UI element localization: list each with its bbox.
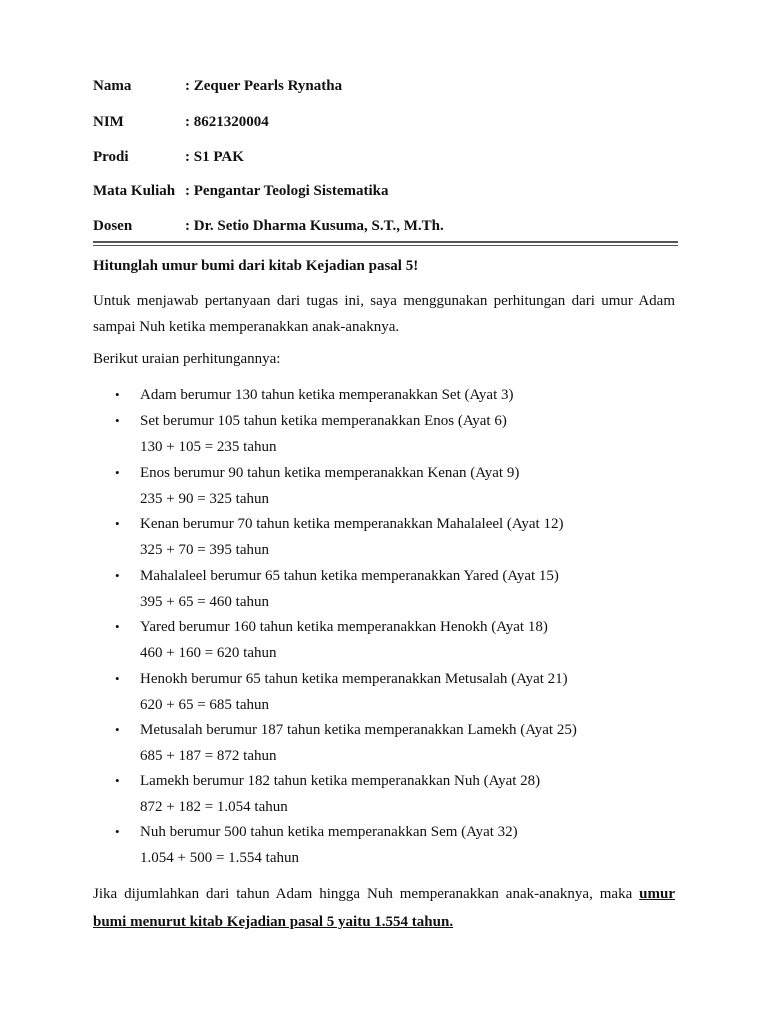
list-item-calc: 620 + 65 = 685 tahun: [140, 697, 269, 713]
info-value: : S1 PAK: [185, 149, 244, 165]
list-item-text: Yared berumur 160 tahun ketika memperanakkan Henokh (Ayat 18): [140, 619, 548, 635]
list-item-calc: 130 + 105 = 235 tahun: [140, 439, 277, 455]
bullet-icon: •: [115, 619, 120, 634]
calculation-lead: Berikut uraian perhitungannya:: [93, 351, 281, 367]
list-item-text: Mahalaleel berumur 65 tahun ketika memperanakkan Yared (Ayat 15): [140, 568, 559, 584]
bullet-icon: •: [115, 568, 120, 583]
info-value: : Pengantar Teologi Sistematika: [185, 183, 389, 199]
bullet-icon: •: [115, 516, 120, 531]
list-item-calc: 872 + 182 = 1.054 tahun: [140, 799, 288, 815]
list-item-text: Nuh berumur 500 tahun ketika memperanakkan Sem (Ayat 32): [140, 824, 518, 840]
list-item-calc: 460 + 160 = 620 tahun: [140, 645, 277, 661]
info-label: Prodi: [93, 149, 129, 165]
conclusion-paragraph: [93, 880, 675, 936]
conclusion-emphasis: umur bumi menurut kitab Kejadian pasal 5 yaitu 1.554 tahun.: [93, 886, 675, 930]
list-item-calc: 395 + 65 = 460 tahun: [140, 594, 269, 610]
list-item-calc: 235 + 90 = 325 tahun: [140, 491, 269, 507]
list-item-text: Lamekh berumur 182 tahun ketika memperanakkan Nuh (Ayat 28): [140, 773, 541, 789]
bullet-icon: •: [115, 387, 120, 402]
list-item-calc: 1.054 + 500 = 1.554 tahun: [140, 850, 299, 866]
list-item-calc: 685 + 187 = 872 tahun: [140, 748, 277, 764]
bullet-icon: •: [115, 773, 120, 788]
list-item-calc: 325 + 70 = 395 tahun: [140, 542, 269, 558]
bullet-icon: •: [115, 413, 120, 428]
list-item-text: Henokh berumur 65 tahun ketika memperanakkan Metusalah (Ayat 21): [140, 671, 568, 687]
bullet-icon: •: [115, 465, 120, 480]
list-item-text: Set berumur 105 tahun ketika memperanakkan Enos (Ayat 6): [140, 413, 507, 429]
question-heading: Hitunglah umur bumi dari kitab Kejadian pasal 5!: [93, 258, 419, 274]
info-value: : Dr. Setio Dharma Kusuma, S.T., M.Th.: [185, 218, 444, 234]
list-item-text: Adam berumur 130 tahun ketika memperanakkan Set (Ayat 3): [140, 387, 514, 403]
info-value: : 8621320004: [185, 114, 269, 130]
info-label: Nama: [93, 78, 132, 94]
list-item-text: Metusalah berumur 187 tahun ketika memperanakkan Lamekh (Ayat 25): [140, 722, 577, 738]
info-label: NIM: [93, 114, 124, 130]
conclusion-text: Jika dijumlahkan dari tahun Adam hingga Nuh memperanakkan anak-anaknya, maka: [93, 886, 640, 902]
info-label: Dosen: [93, 218, 133, 234]
bullet-icon: •: [115, 671, 120, 686]
bullet-icon: •: [115, 824, 120, 839]
list-item-text: Kenan berumur 70 tahun ketika memperanakkan Mahalaleel (Ayat 12): [140, 516, 564, 532]
list-item-text: Enos berumur 90 tahun ketika memperanakkan Kenan (Ayat 9): [140, 465, 520, 481]
bullet-icon: •: [115, 722, 120, 737]
info-label: Mata Kuliah: [93, 183, 176, 199]
intro-paragraph: Untuk menjawab pertanyaan dari tugas ini, saya menggunakan perhitungan dari umur Adam sampai Nuh ketika memperanakkan anak-anaknya.: [93, 293, 675, 335]
header-divider: [93, 241, 678, 246]
info-value: : Zequer Pearls Rynatha: [185, 78, 343, 94]
